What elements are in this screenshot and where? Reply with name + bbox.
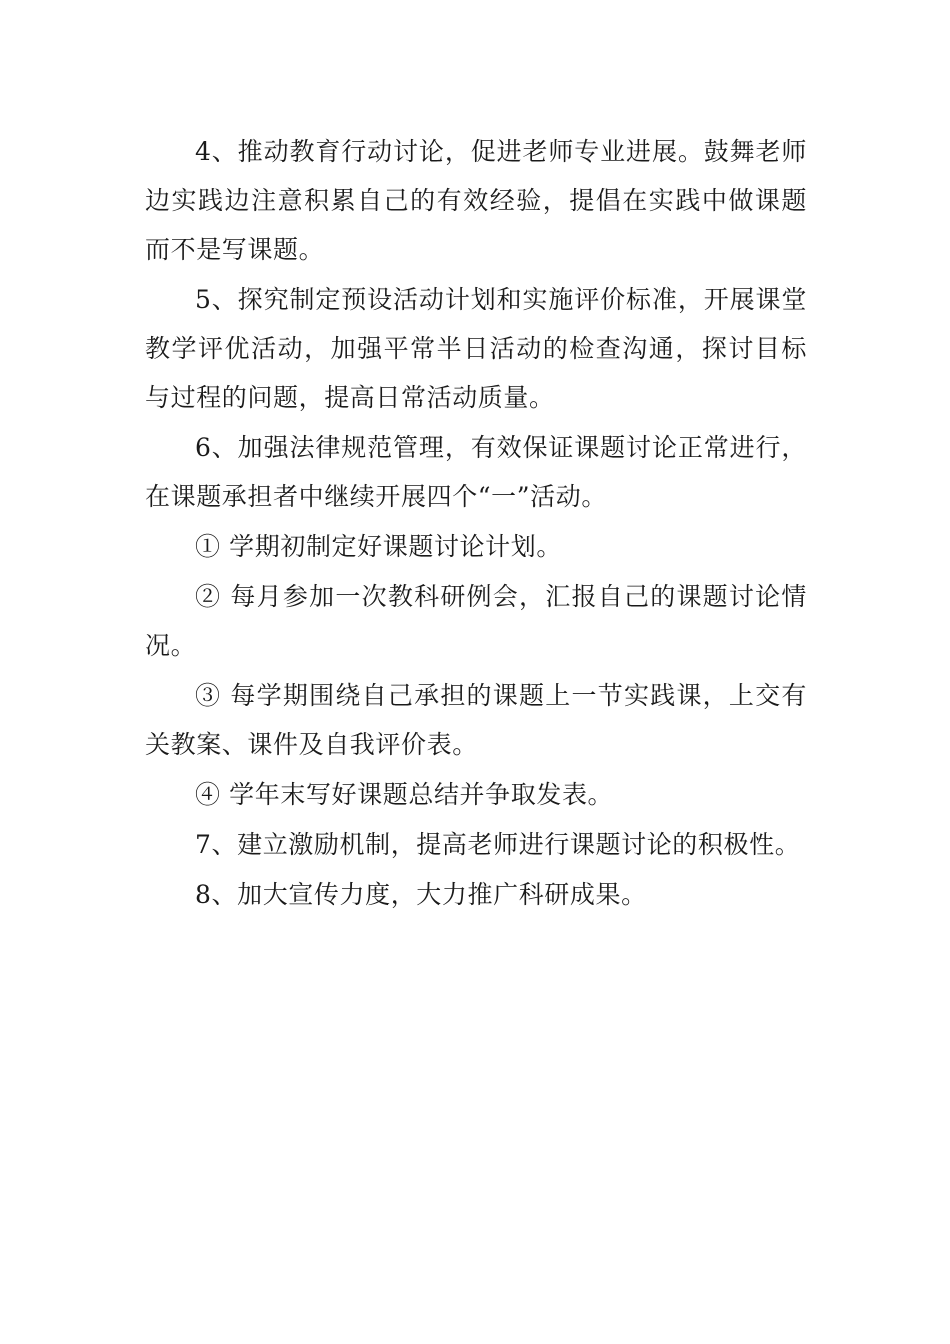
sub-item-4: ④ 学年末写好课题总结并争取发表。 xyxy=(195,780,614,809)
paragraph-item-8: 8、加大宣传力度，大力推广科研成果。 xyxy=(195,880,647,909)
document-body xyxy=(145,127,807,920)
paragraph-item-5: 5、探究制定预设活动计划和实施评价标准，开展课堂教学评优活动，加强平常半日活动的检查沟通，探讨目标与过程的问题，提高日常活动质量。 xyxy=(145,285,807,412)
paragraph-item-6: 6、加强法律规范管理，有效保证课题讨论正常进行，在课题承担者中继续开展四个“一”活动。 xyxy=(145,433,807,511)
sub-item-3: ③ 每学期围绕自己承担的课题上一节实践课，上交有关教案、课件及自我评价表。 xyxy=(145,681,807,759)
sub-item-2: ② 每月参加一次教科研例会，汇报自己的课题讨论情况。 xyxy=(145,582,807,660)
paragraph-item-4: 4、推动教育行动讨论，促进老师专业进展。鼓舞老师边实践边注意积累自己的有效经验，提倡在实践中做课题而不是写课题。 xyxy=(145,137,807,264)
sub-item-1: ① 学期初制定好课题讨论计划。 xyxy=(195,532,562,561)
paragraph-item-7: 7、建立激励机制，提高老师进行课题讨论的积极性。 xyxy=(195,830,801,859)
